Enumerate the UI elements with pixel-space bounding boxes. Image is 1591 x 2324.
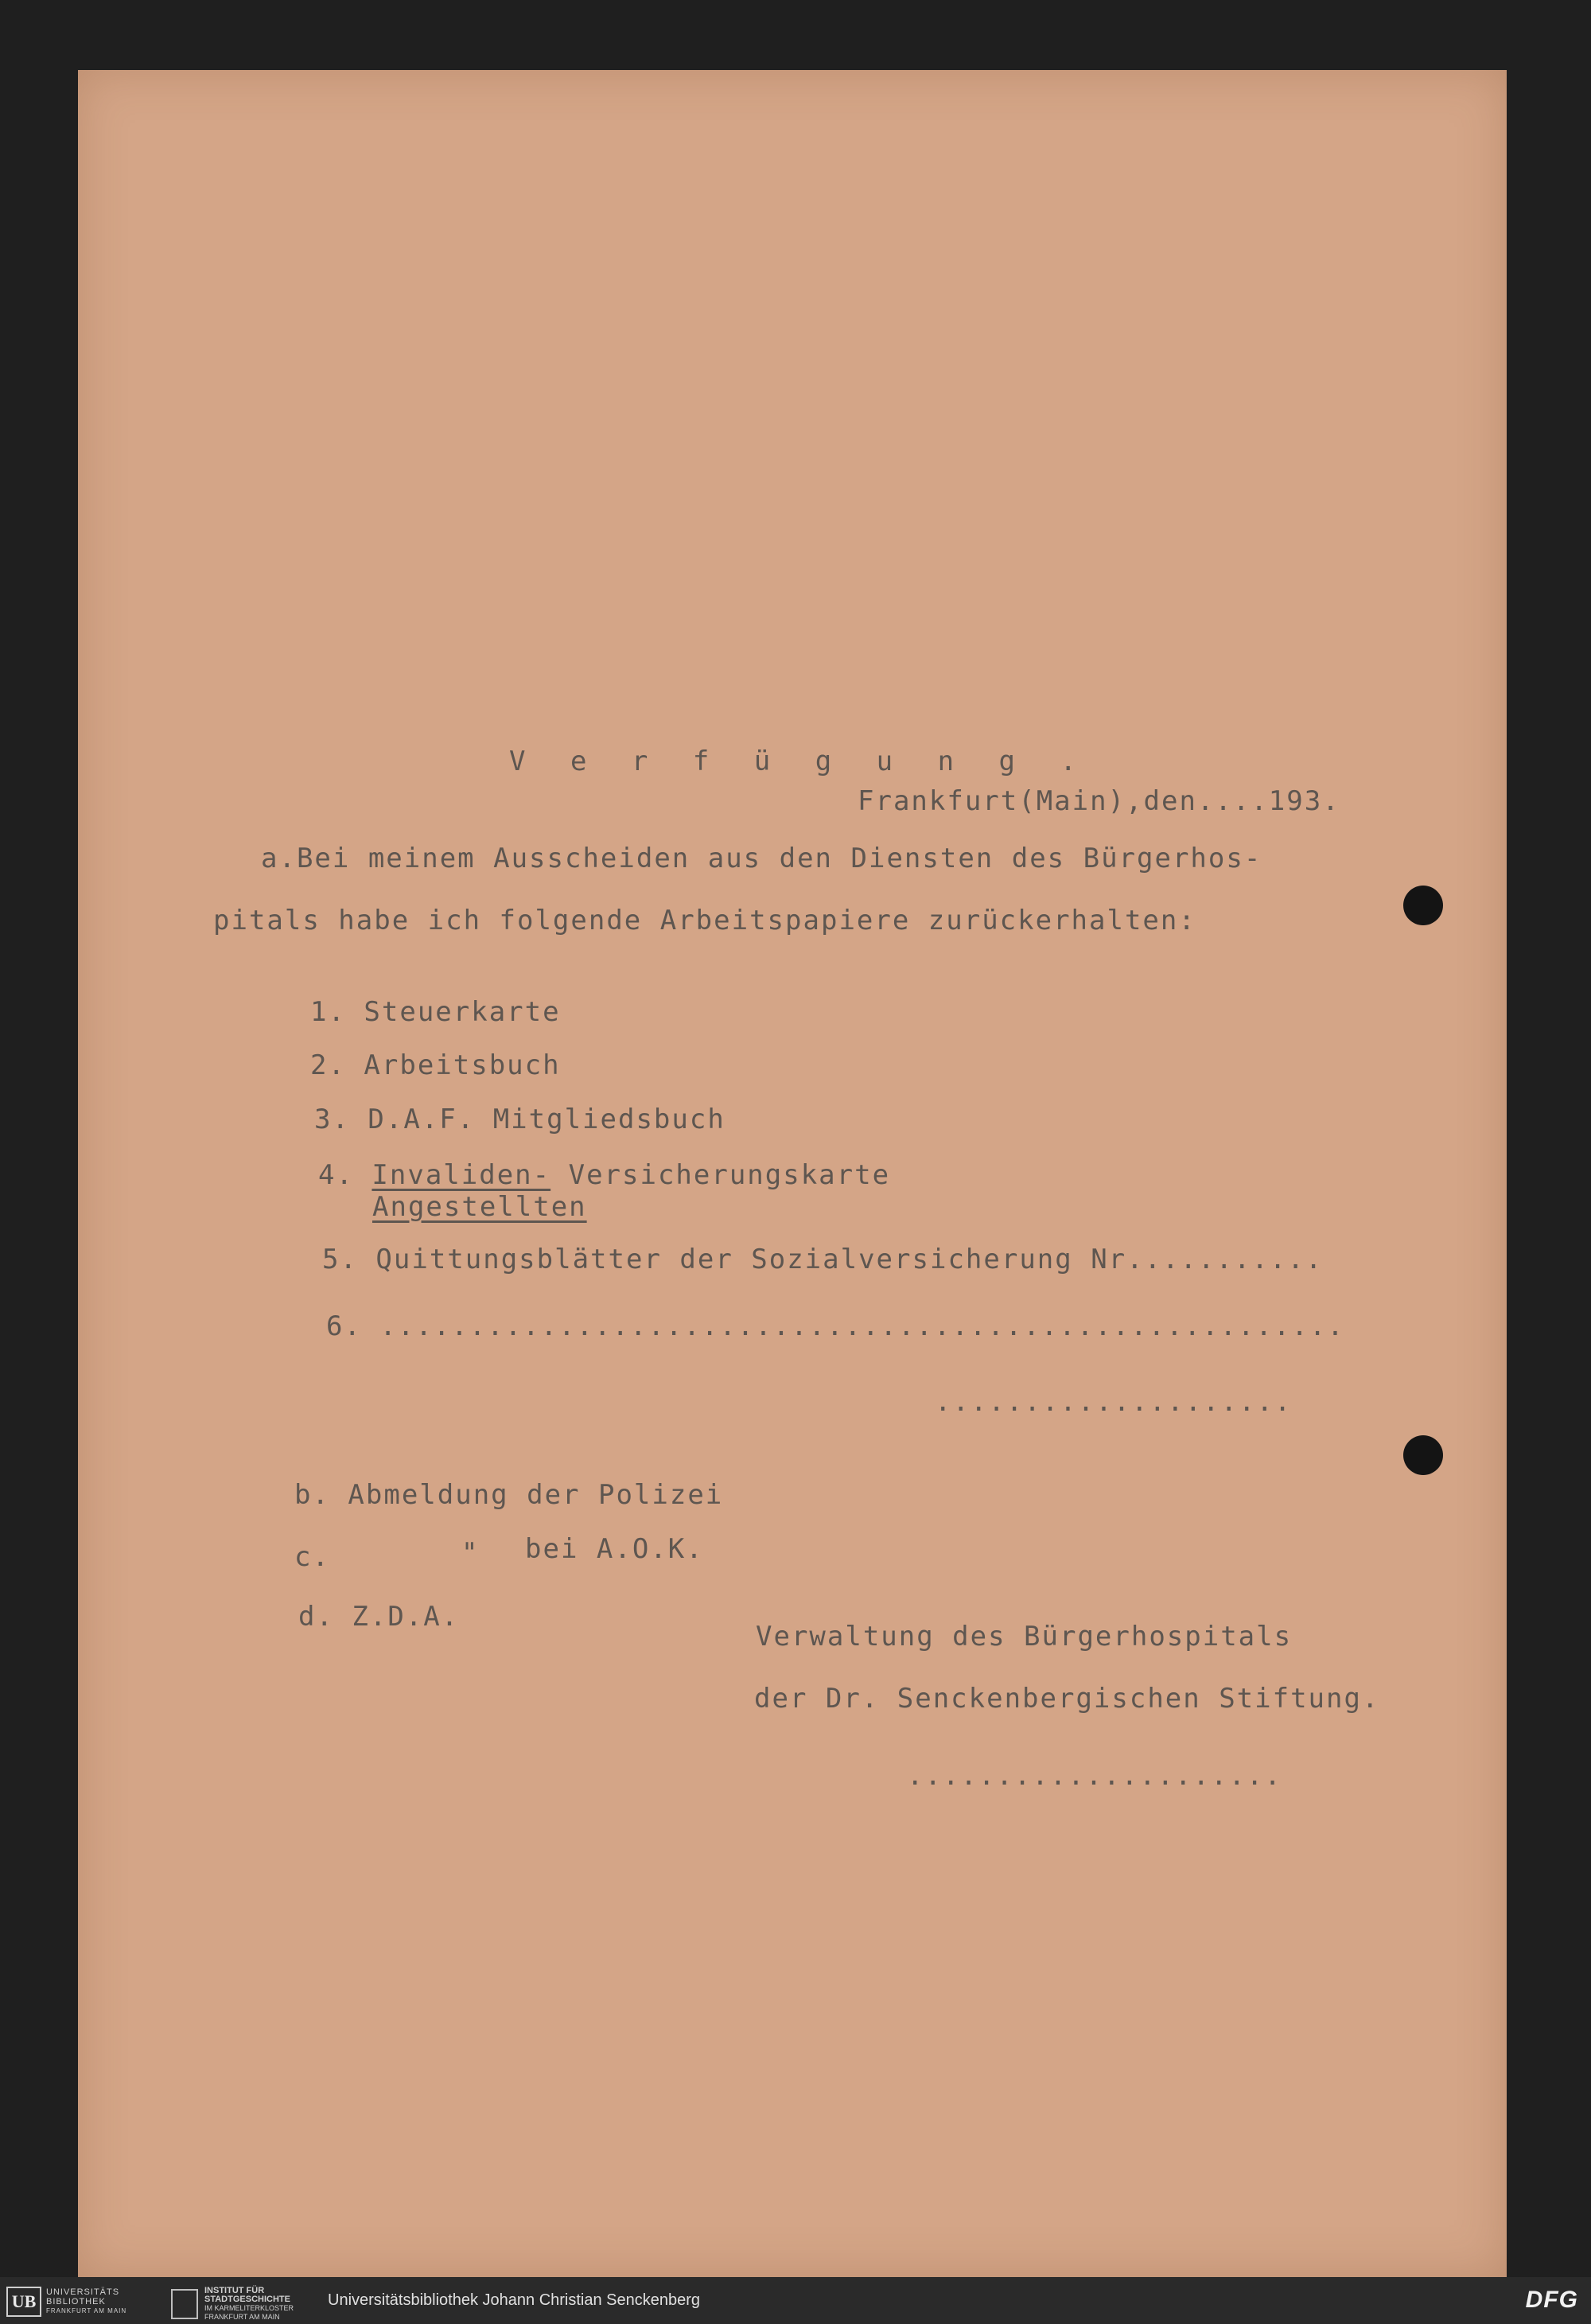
dfg-logo: DFG [1525,2287,1578,2313]
isg-line-4: FRANKFURT AM MAIN [204,2313,280,2321]
list-item-1: 1. Steuerkarte [310,996,561,1028]
footer-bar [0,2277,1591,2324]
list-item-4-text: Versicherungskarte [550,1159,891,1191]
admin-line-2: der Dr. Senckenbergischen Stiftung. [754,1683,1380,1715]
line-c-text: bei A.O.K. [525,1533,704,1565]
isg-line-2: STADTGESCHICHTE [204,2295,290,2304]
list-item-5: 5. Quittungsblätter der Sozialversicherung Nr........... [322,1244,1324,1275]
punch-hole-bottom [1403,1435,1443,1475]
list-item-4-number: 4. [318,1159,372,1191]
place-date-line: Frankfurt(Main),den....193. [858,785,1340,817]
list-item-6: 6. ...................................................... [326,1310,1345,1342]
admin-line-1: Verwaltung des Bürgerhospitals [756,1621,1293,1652]
punch-hole-top [1403,886,1443,925]
ub-logo [6,2287,126,2317]
ub-mark: UB [6,2287,41,2317]
ub-line-3: FRANKFURT AM MAIN [46,2307,127,2314]
ub-line-1: UNIVERSITÄTS [46,2287,120,2297]
paragraph-a-line-1: a.Bei meinem Ausscheiden aus den Diensten des Bürgerhos- [261,843,1262,874]
list-item-2: 2. Arbeitsbuch [310,1049,561,1081]
ub-line-2: BIBLIOTHEK [46,2297,106,2306]
isg-logo [171,2287,294,2322]
isg-line-1: INSTITUT FÜR [204,2286,265,2295]
list-item-3: 3. D.A.F. Mitgliedsbuch [314,1104,725,1135]
library-credit: Universitätsbibliothek Johann Christian Senckenberg [328,2291,701,2309]
signature-dots-2: ..................... [907,1760,1282,1792]
line-c-ditto: " [461,1537,480,1569]
signature-dots-1: .................... [935,1386,1293,1418]
document-title: V e r f ü g u n g . [509,745,1091,777]
line-c-label: c. [294,1541,330,1573]
isg-mark-icon [171,2289,198,2319]
paragraph-a-line-2: pitals habe ich folgende Arbeitspapiere zurückerhalten: [213,905,1196,936]
line-d: d. Z.D.A. [298,1601,460,1633]
list-item-4-alternative: Angestellten [372,1191,587,1223]
list-item-4-underlined: Invaliden- [371,1159,551,1191]
list-item-4 [318,1159,891,1191]
line-b: b. Abmeldung der Polizei [294,1479,724,1511]
isg-line-3: IM KARMELITERKLOSTER [204,2304,294,2312]
